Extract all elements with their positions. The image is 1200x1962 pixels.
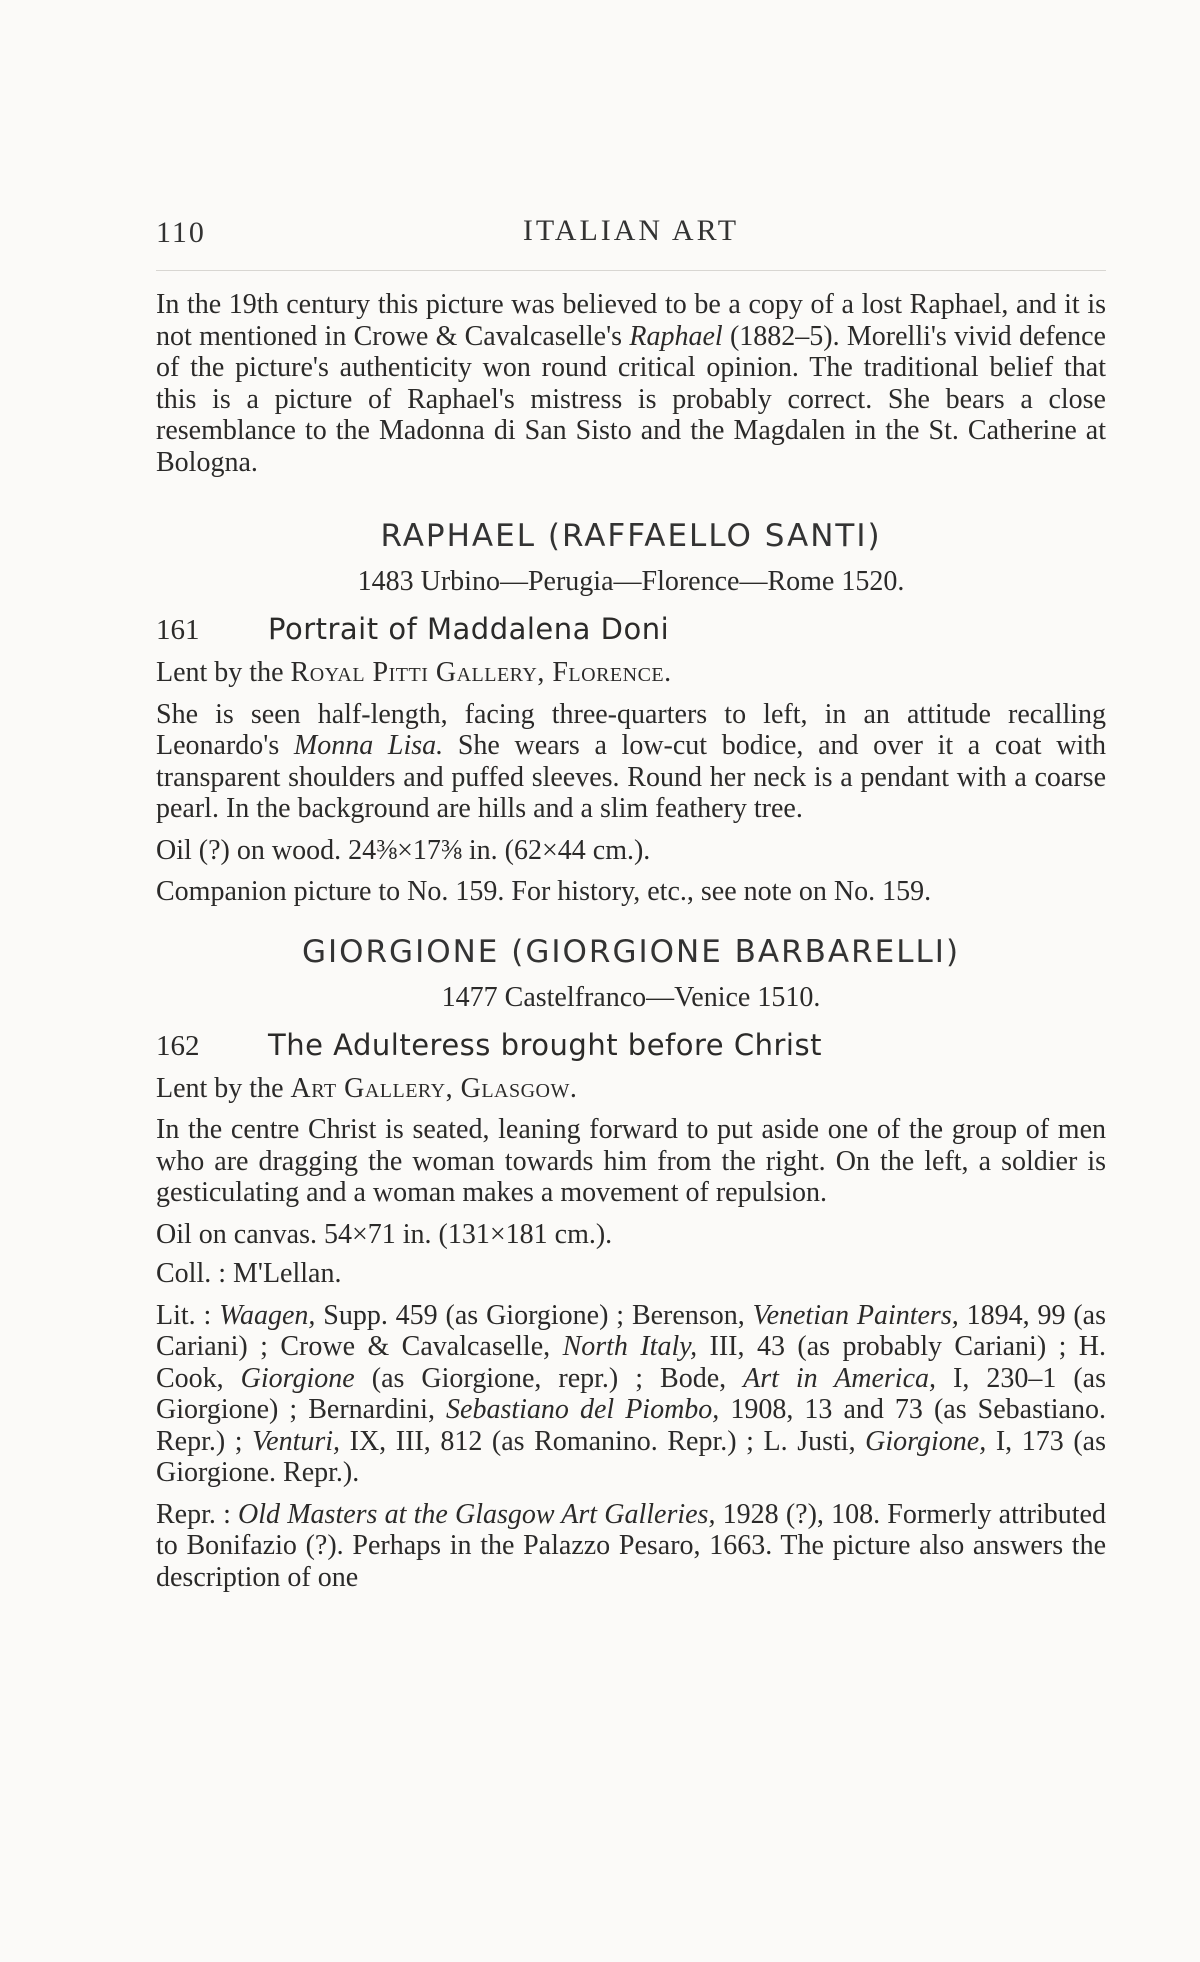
repr-c: 1928 (?), 108. Formerly attributed to Bonifazio (?). Perhaps in the Palazzo Pesaro, 1663. The picture also answers the description of one — [156, 1498, 1106, 1593]
lit-f: North Italy, — [562, 1331, 698, 1362]
medium-161: Oil (?) on wood. 24⅜×17⅜ in. (62×44 cm.). — [156, 834, 651, 866]
lit-e: 1894, 99 (as Cariani) ; Crowe & Cavalcaselle, — [156, 1299, 1106, 1362]
artist-heading-raphael: RAPHAEL (RAFFAELLO SANTI) — [380, 518, 882, 554]
artist-dates-raphael: 1483 Urbino—Perugia—Florence—Rome 1520. — [357, 566, 905, 597]
lit-c: Supp. 459 (as Giorgione) ; Berenson, — [315, 1299, 753, 1331]
lit-o: IX, III, 812 (as Romanino. Repr.) ; L. Justi, — [340, 1425, 866, 1457]
lender-prefix-161: Lent by the — [156, 657, 291, 688]
lit-m: 1908, 13 and 73 (as Sebastiano. Repr.) ; — [156, 1394, 1106, 1457]
intro-text-1: In the 19th century this picture was believed to be a copy of a lost Raphael, and it is not mentioned in Crowe & Cavalcaselle's — [156, 289, 1106, 352]
lit-n: Venturi, — [252, 1425, 341, 1457]
entry-title-162: The Adulteress brought before Christ — [268, 1027, 822, 1062]
lender-name-161: Royal Pitti Gallery, Florence. — [290, 657, 672, 688]
reproduction-162 — [156, 1499, 1106, 1594]
repr-b: Old Masters at the Glasgow Art Galleries, — [238, 1498, 716, 1530]
lit-q: I, 173 (as Giorgione. Repr.). — [156, 1425, 1106, 1488]
artist-dates-giorgione: 1477 Castelfranco—Venice 1510. — [441, 981, 821, 1013]
medium-162: Oil on canvas. 54×71 in. (131×181 cm.). — [156, 1218, 613, 1250]
literature-162 — [156, 1300, 1106, 1489]
lender-prefix-162: Lent by the — [156, 1072, 291, 1104]
entry-number-162: 162 — [156, 1029, 200, 1062]
lender-162 — [156, 1073, 1106, 1105]
entry-title-161: Portrait of Maddalena Doni — [268, 612, 670, 646]
intro-text-2: (1882–5). Morelli's vivid defence of the picture's authenticity won round critical opinion. The traditional belief that this is a picture of Raphael's mistress is probably correct. She bears a close resemblance to the Madonna di San Sisto and the Magdalen in the St. Catherine at Bologna. — [156, 320, 1106, 478]
description-161 — [156, 699, 1106, 825]
note-161: Companion picture to No. 159. For history, etc., see note on No. 159. — [156, 876, 932, 907]
page-number: 110 — [156, 216, 206, 249]
description-161-italic: Monna Lisa. — [293, 730, 444, 761]
repr-a: Repr. : — [156, 1498, 239, 1530]
lender-name-162: Art Gallery, Glasgow. — [290, 1072, 578, 1104]
running-head — [156, 210, 1106, 271]
lit-a: Lit. : — [156, 1299, 220, 1331]
lit-p: Giorgione, — [865, 1425, 987, 1457]
intro-paragraph — [156, 289, 1106, 478]
description-162: In the centre Christ is seated, leaning forward to put aside one of the group of men who are dragging the woman towards him from the right. On the left, a soldier is gesticulating and a woman makes a movement of repulsion. — [156, 1114, 1106, 1208]
lit-b: Waagen, — [219, 1299, 316, 1331]
lit-l: Sebastiano del Piombo, — [446, 1394, 720, 1425]
lender-161 — [156, 657, 1106, 689]
lit-d: Venetian Painters, — [752, 1299, 959, 1331]
entry-heading-161 — [156, 612, 1106, 647]
artist-heading-giorgione: GIORGIONE (GIORGIONE BARBARELLI) — [301, 933, 961, 970]
entry-heading-162 — [156, 1028, 1106, 1063]
running-title: ITALIAN ART — [522, 214, 740, 247]
book-page — [156, 210, 1106, 1900]
lit-g: III, 43 (as probably Cariani) ; H. Cook, — [156, 1331, 1106, 1394]
lit-h: Giorgione — [240, 1362, 355, 1394]
lit-k: I, 230–1 (as Giorgione) ; Bernardini, — [156, 1362, 1106, 1425]
description-161-text-1: She is seen half-length, facing three-quarters to left, in an attitude recalling Leonardo's — [156, 698, 1106, 761]
entry-number-161: 161 — [156, 614, 200, 646]
intro-italic-raphael: Raphael — [629, 320, 723, 352]
description-161-text-2: She wears a low-cut bodice, and over it a coat with transparent shoulders and puffed sleeves. Round her neck is a pendant with a coarse pearl. In the background are hills and a slim feathery tree. — [156, 730, 1106, 824]
collection-162: Coll. : M'Lellan. — [156, 1258, 342, 1289]
lit-j: Art in America, — [743, 1362, 937, 1394]
lit-i: (as Giorgione, repr.) ; Bode, — [354, 1362, 744, 1394]
